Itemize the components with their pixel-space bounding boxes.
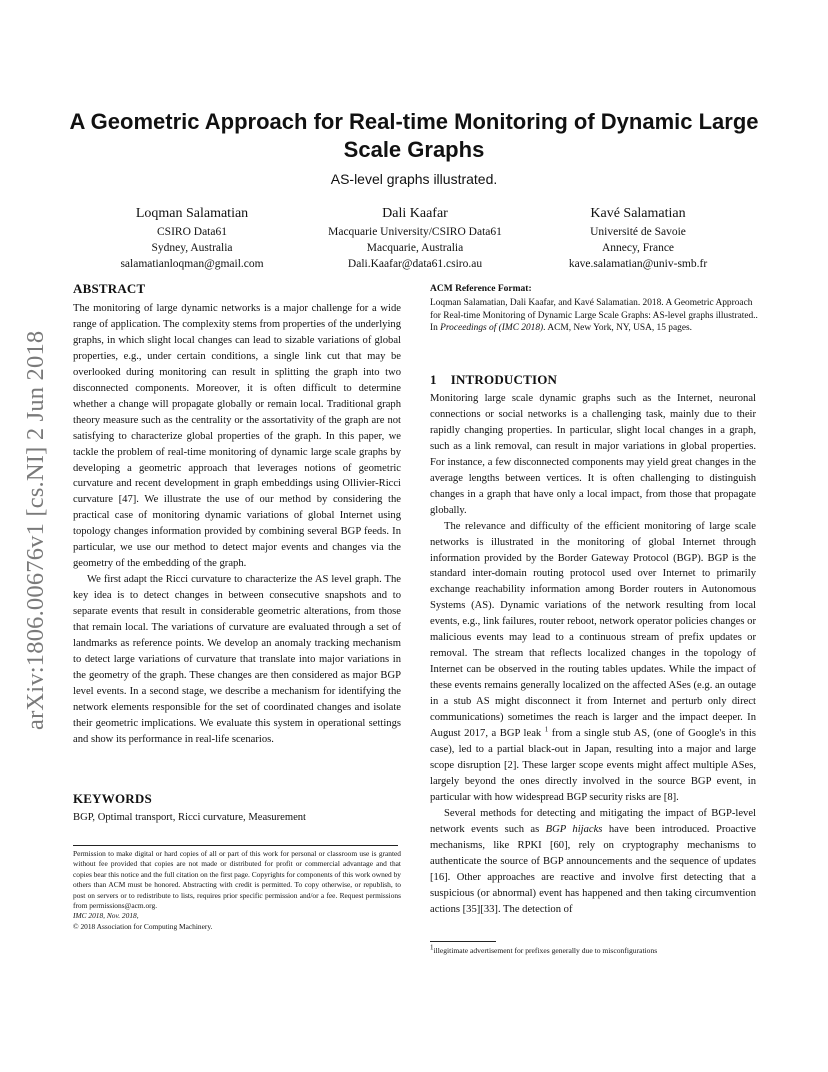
abstract-heading: ABSTRACT (73, 281, 146, 296)
acm-reference-authors: Loqman Salamatian, Dali Kaafar, and Kavé Salamatian. 2018. A Geometric Approach for Real-time Monitoring of Dynamic Large Scale Graphs: AS-level graphs illustrated.. In (430, 298, 758, 334)
author-2 (300, 204, 530, 272)
paper-subtitle: AS-level graphs illustrated. (330, 171, 498, 187)
footnote (430, 943, 760, 955)
arxiv-identifier: arXiv:1806.00676v1 [cs.NI] 2 Jun 2018 (22, 330, 49, 730)
abstract-body (73, 301, 401, 748)
footnote-mark: 1 (430, 943, 434, 952)
section-title: INTRODUCTION (450, 372, 558, 387)
acm-reference-text (430, 297, 758, 335)
author-affiliation: Macquarie University/CSIRO Data61 (328, 226, 502, 238)
introduction-heading (430, 372, 557, 388)
intro-paragraph-2 (430, 519, 756, 806)
introduction-body (430, 391, 756, 917)
author-affiliation: CSIRO Data61 (157, 226, 227, 238)
author-name: Dali Kaafar (382, 206, 448, 221)
author-email: kave.salamatian@univ-smb.fr (568, 258, 708, 270)
intro-paragraph-3-continued: have been introduced. Proactive mechanisms, like RPKI [60], rely on cryptography mechanisms to authenticate the source of BGP announcements and the sequence of updates [16]. Other approaches are reactive and involve first detecting that a suspicious (or abnormal) event has happened and then taking circumvention actions [35][33]. The detection of (430, 823, 756, 915)
conference-venue: IMC 2018, Nov. 2018, (73, 911, 139, 921)
paper-title: A Geometric Approach for Real-time Monitoring of Dynamic Large Scale Graphs (69, 109, 759, 162)
keywords-heading: KEYWORDS (73, 791, 152, 806)
author-1 (72, 204, 312, 272)
author-location: Annecy, France (601, 242, 675, 254)
footnote-rule (430, 941, 496, 942)
author-affiliation: Université de Savoie (590, 226, 686, 238)
footnote-reference: 1 (544, 725, 549, 734)
author-location: Macquarie, Australia (366, 242, 464, 254)
copyright-line: © 2018 Association for Computing Machinery. (73, 921, 213, 931)
section-number: 1 (430, 372, 437, 387)
author-name: Kavé Salamatian (590, 206, 686, 221)
intro-paragraph-2-text: The relevance and difficulty of the efficient monitoring of large scale networks is illustrated in the monitoring of global Internet through information provided by the Border Gateway Protocol (BGP). BGP is the standard inter-domain routing protocol used over Internet to primarily exchange reachability information among Border routers in Autonomous Systems (AS). Dynamic variations of the network resulting from local events, e.g., link failures, router reboot, network operator policies changes or malicious events may lead to a continuous stream of prefix updates or removal. The stream that reflects localized changes in the topology of Internet can be observed in the routing tables updates. While the impact of these events remains generally localized on the affected ASes (e.g. an outage in a stub AS might disconnect it from Internet and perturb only direct communications) sometimes the reach is larger and the impact deeper. In August 2017, a BGP leak (430, 520, 756, 740)
author-location: Sydney, Australia (151, 242, 233, 254)
permission-text: Permission to make digital or hard copies of all or part of this work for personal or classroom use is granted without fee provided that copies are not made or distributed for profit or commercial advantage and that copies bear this notice and the full citation on the first page. Copyrights for components of this work owned by others than ACM must be honored. Abstracting with credit is permitted. To copy otherwise, or republish, to post on servers or to redistribute to lists, requires prior specific permission and/or a fee. Request permissions from permissions@acm.org. (73, 849, 401, 911)
author-name: Loqman Salamatian (135, 206, 249, 221)
intro-paragraph-3 (430, 806, 756, 918)
abstract-paragraph-1: The monitoring of large dynamic networks is a major challenge for a wide range of application. The complexity stems from properties of the underlying graphs, in which slight local changes can lead to sizable variations of global properties, e.g., under certain conditions, a single link cut that may be overlooked during monitoring can result in splitting the graph into two disconnected components. Moreover, it is often difficult to determine whether a change will propagate globally or remain local. Traditional graph theory measure such as the centrality or the assortativity of the graph are not satisfying to characterize global properties of the graph. In this paper, we tackle the problem of real-time monitoring of dynamic large scale graphs by developing a geometric approach that leverages notions of geometric curvature and recent development in graph embeddings using Ollivier-Ricci curvature [47]. We illustrate the use of our method by considering the practical case of monitoring dynamic variations of global Internet using topology changes information provided by combining several BGP feeds. In particular, we use our method to detect major events and changes via the geometry of the embedding of the graph. (73, 303, 401, 570)
footnote-text: illegitimate advertisement for prefixes generally due to misconfigurations (433, 946, 658, 955)
intro-paragraph-3-text: Several methods for detecting and mitigating the impact of BGP-level network events such as (430, 807, 756, 835)
acm-reference-heading: ACM Reference Format: (430, 284, 532, 294)
intro-paragraph-1: Monitoring large scale dynamic graphs such as the Internet, neuronal connections or social networks is a challenging task, mainly due to their rapidly changing properties. In particular, slight local changes in a graph, such as a link removal, can result in major variations in global properties. For instance, a few disconnected components may yield great changes in the average lengths between vertices. It is often challenging to distinguish changes in a graph that have only a local impact, from those that propagate globally. (430, 393, 756, 516)
permission-rule (73, 845, 398, 846)
author-email: salamatianloqman@gmail.com (120, 258, 264, 270)
permission-notice (73, 849, 401, 932)
acm-reference-tail: . ACM, New York, NY, USA, 15 pages. (543, 323, 692, 334)
abstract-paragraph-2: We first adapt the Ricci curvature to characterize the AS level graph. The key idea is to detect changes in between consecutive snapshots and to separate events that result in considerable geometric alterations, from those that remain local. The variations of curvature are evaluated through a set of landmarks as reference points. We develop an anomaly tracking mechanism to detect large variations of curvature that translate into major variations in the geometry of the graph. These changes are then considered as major BGP level events. In a second stage, we describe a mechanism for identifying the network elements responsible for the set of coordinated changes and isolate their geometric implications. We evaluate this system in operational settings and show its performance in real-life scenarios. (73, 574, 401, 745)
intro-emphasis: BGP hijacks (545, 823, 603, 835)
author-3 (520, 204, 756, 272)
author-email: Dali.Kaafar@data61.csiro.au (347, 258, 483, 270)
intro-paragraph-2-continued: from a single stub AS, (one of Google's in this case), led to a partial black-out in Japan, resulting into a major and large scope disruption [2]. These larger scope events might affect multiple ASes, largely beyond the ones directly involved in the source BGP event, in particular with how widespread BGP security risks are [8]. (430, 728, 757, 803)
keywords-text: BGP, Optimal transport, Ricci curvature, Measurement (73, 812, 307, 823)
acm-reference-proceedings: Proceedings of (IMC 2018) (440, 323, 544, 334)
